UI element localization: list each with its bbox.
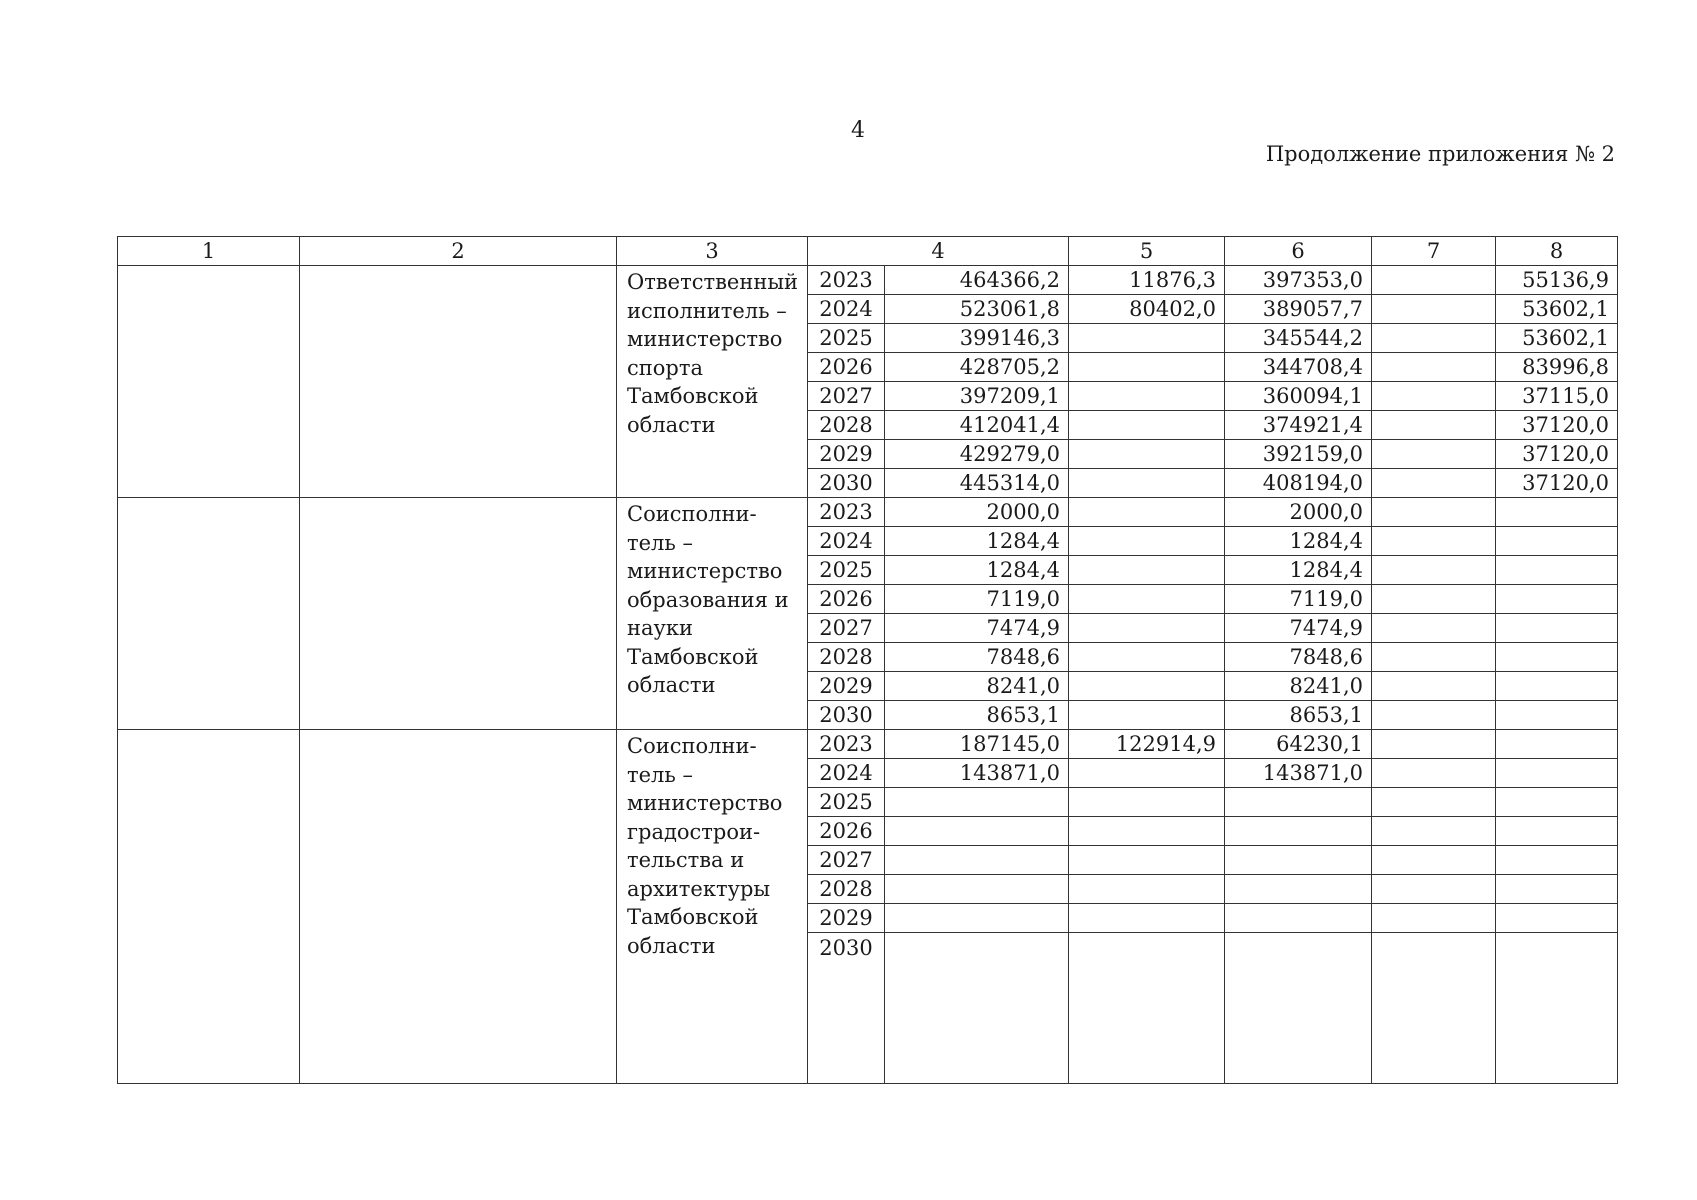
year-cell: 2025 — [808, 324, 885, 353]
group-sports-ministry-organization: Ответственный исполнитель – министерство спорта Тамбовской области — [617, 266, 808, 498]
regional-budget-cell: 344708,4 — [1225, 353, 1372, 382]
local-budget-cell — [1372, 469, 1496, 498]
regional-budget-cell: 374921,4 — [1225, 411, 1372, 440]
regional-budget-cell: 345544,2 — [1225, 324, 1372, 353]
local-budget-cell — [1372, 266, 1496, 295]
year-cell: 2026 — [808, 817, 885, 846]
page-number: 4 — [851, 118, 865, 143]
extrabudgetary-cell — [1496, 701, 1618, 730]
total-amount-cell — [885, 904, 1069, 933]
local-budget-cell — [1372, 846, 1496, 875]
extrabudgetary-cell — [1496, 643, 1618, 672]
extrabudgetary-cell: 37120,0 — [1496, 411, 1618, 440]
regional-budget-cell: 408194,0 — [1225, 469, 1372, 498]
federal-budget-cell — [1069, 411, 1225, 440]
activity-cell — [300, 730, 617, 1084]
local-budget-cell — [1372, 933, 1496, 1084]
column-header: 5 — [1069, 237, 1225, 266]
total-amount-cell: 397209,1 — [885, 382, 1069, 411]
regional-budget-cell — [1225, 788, 1372, 817]
federal-budget-cell — [1069, 788, 1225, 817]
total-amount-cell: 7119,0 — [885, 585, 1069, 614]
federal-budget-cell — [1069, 875, 1225, 904]
appendix-heading: Продолжение приложения № 2 — [1265, 142, 1615, 166]
extrabudgetary-cell — [1496, 672, 1618, 701]
column-header: 7 — [1372, 237, 1496, 266]
total-amount-cell: 143871,0 — [885, 759, 1069, 788]
local-budget-cell — [1372, 295, 1496, 324]
table-row — [118, 498, 1618, 527]
federal-budget-cell: 80402,0 — [1069, 295, 1225, 324]
year-cell: 2029 — [808, 440, 885, 469]
year-cell: 2024 — [808, 295, 885, 324]
federal-budget-cell — [1069, 643, 1225, 672]
federal-budget-cell: 122914,9 — [1069, 730, 1225, 759]
total-amount-cell: 464366,2 — [885, 266, 1069, 295]
federal-budget-cell — [1069, 904, 1225, 933]
federal-budget-cell — [1069, 382, 1225, 411]
year-cell: 2028 — [808, 875, 885, 904]
federal-budget-cell — [1069, 353, 1225, 382]
year-cell: 2029 — [808, 672, 885, 701]
local-budget-cell — [1372, 875, 1496, 904]
local-budget-cell — [1372, 643, 1496, 672]
regional-budget-cell — [1225, 904, 1372, 933]
extrabudgetary-cell — [1496, 498, 1618, 527]
group-education-ministry-organization: Соисполни-тель – министерство образования и науки Тамбовской области — [617, 498, 808, 730]
federal-budget-cell — [1069, 324, 1225, 353]
year-cell: 2029 — [808, 904, 885, 933]
program-name-cell — [118, 498, 300, 730]
local-budget-cell — [1372, 556, 1496, 585]
year-cell: 2030 — [808, 933, 885, 1084]
extrabudgetary-cell — [1496, 730, 1618, 759]
total-amount-cell: 428705,2 — [885, 353, 1069, 382]
total-amount-cell: 399146,3 — [885, 324, 1069, 353]
local-budget-cell — [1372, 498, 1496, 527]
extrabudgetary-cell — [1496, 788, 1618, 817]
extrabudgetary-cell — [1496, 904, 1618, 933]
federal-budget-cell: 11876,3 — [1069, 266, 1225, 295]
extrabudgetary-cell: 53602,1 — [1496, 324, 1618, 353]
regional-budget-cell — [1225, 846, 1372, 875]
total-amount-cell: 2000,0 — [885, 498, 1069, 527]
column-header: 8 — [1496, 237, 1618, 266]
column-header: 3 — [617, 237, 808, 266]
column-header: 2 — [300, 237, 617, 266]
local-budget-cell — [1372, 440, 1496, 469]
year-cell: 2024 — [808, 759, 885, 788]
extrabudgetary-cell — [1496, 556, 1618, 585]
total-amount-cell: 1284,4 — [885, 556, 1069, 585]
total-amount-cell — [885, 933, 1069, 1084]
program-name-cell — [118, 266, 300, 498]
local-budget-cell — [1372, 701, 1496, 730]
year-cell: 2025 — [808, 788, 885, 817]
regional-budget-cell: 64230,1 — [1225, 730, 1372, 759]
year-cell: 2026 — [808, 585, 885, 614]
regional-budget-cell: 360094,1 — [1225, 382, 1372, 411]
federal-budget-cell — [1069, 585, 1225, 614]
local-budget-cell — [1372, 788, 1496, 817]
year-cell: 2023 — [808, 266, 885, 295]
total-amount-cell: 187145,0 — [885, 730, 1069, 759]
activity-cell — [300, 266, 617, 498]
regional-budget-cell — [1225, 875, 1372, 904]
regional-budget-cell: 2000,0 — [1225, 498, 1372, 527]
extrabudgetary-cell — [1496, 585, 1618, 614]
total-amount-cell — [885, 875, 1069, 904]
year-cell: 2030 — [808, 469, 885, 498]
activity-cell — [300, 498, 617, 730]
extrabudgetary-cell — [1496, 875, 1618, 904]
federal-budget-cell — [1069, 440, 1225, 469]
federal-budget-cell — [1069, 817, 1225, 846]
column-header: 4 — [808, 237, 1069, 266]
year-cell: 2023 — [808, 498, 885, 527]
local-budget-cell — [1372, 817, 1496, 846]
federal-budget-cell — [1069, 614, 1225, 643]
group-construction-ministry-organization: Соисполни-тель – министерство градострои-тельства и архитектуры Тамбовской области — [617, 730, 808, 1084]
total-amount-cell: 8653,1 — [885, 701, 1069, 730]
total-amount-cell: 429279,0 — [885, 440, 1069, 469]
regional-budget-cell: 8241,0 — [1225, 672, 1372, 701]
federal-budget-cell — [1069, 556, 1225, 585]
table-row — [118, 266, 1618, 295]
column-header: 1 — [118, 237, 300, 266]
total-amount-cell: 523061,8 — [885, 295, 1069, 324]
table-row — [118, 730, 1618, 759]
extrabudgetary-cell — [1496, 527, 1618, 556]
regional-budget-cell: 392159,0 — [1225, 440, 1372, 469]
total-amount-cell: 1284,4 — [885, 527, 1069, 556]
federal-budget-cell — [1069, 498, 1225, 527]
extrabudgetary-cell — [1496, 614, 1618, 643]
extrabudgetary-cell: 37115,0 — [1496, 382, 1618, 411]
regional-budget-cell: 7119,0 — [1225, 585, 1372, 614]
federal-budget-cell — [1069, 759, 1225, 788]
budget-table — [117, 236, 1618, 1084]
total-amount-cell — [885, 817, 1069, 846]
local-budget-cell — [1372, 382, 1496, 411]
total-amount-cell: 412041,4 — [885, 411, 1069, 440]
extrabudgetary-cell — [1496, 759, 1618, 788]
regional-budget-cell: 7474,9 — [1225, 614, 1372, 643]
local-budget-cell — [1372, 411, 1496, 440]
federal-budget-cell — [1069, 933, 1225, 1084]
regional-budget-cell: 397353,0 — [1225, 266, 1372, 295]
federal-budget-cell — [1069, 527, 1225, 556]
year-cell: 2028 — [808, 643, 885, 672]
year-cell: 2027 — [808, 382, 885, 411]
extrabudgetary-cell: 53602,1 — [1496, 295, 1618, 324]
total-amount-cell — [885, 788, 1069, 817]
column-number-row — [118, 237, 1618, 266]
local-budget-cell — [1372, 324, 1496, 353]
year-cell: 2027 — [808, 846, 885, 875]
regional-budget-cell: 143871,0 — [1225, 759, 1372, 788]
total-amount-cell — [885, 846, 1069, 875]
regional-budget-cell: 7848,6 — [1225, 643, 1372, 672]
regional-budget-cell: 8653,1 — [1225, 701, 1372, 730]
extrabudgetary-cell — [1496, 846, 1618, 875]
regional-budget-cell — [1225, 933, 1372, 1084]
year-cell: 2030 — [808, 701, 885, 730]
year-cell: 2026 — [808, 353, 885, 382]
local-budget-cell — [1372, 904, 1496, 933]
extrabudgetary-cell: 37120,0 — [1496, 469, 1618, 498]
total-amount-cell: 8241,0 — [885, 672, 1069, 701]
extrabudgetary-cell — [1496, 933, 1618, 1084]
local-budget-cell — [1372, 585, 1496, 614]
column-header: 6 — [1225, 237, 1372, 266]
year-cell: 2025 — [808, 556, 885, 585]
federal-budget-cell — [1069, 672, 1225, 701]
total-amount-cell: 7848,6 — [885, 643, 1069, 672]
federal-budget-cell — [1069, 846, 1225, 875]
extrabudgetary-cell: 37120,0 — [1496, 440, 1618, 469]
regional-budget-cell: 389057,7 — [1225, 295, 1372, 324]
year-cell: 2024 — [808, 527, 885, 556]
federal-budget-cell — [1069, 701, 1225, 730]
total-amount-cell: 7474,9 — [885, 614, 1069, 643]
extrabudgetary-cell: 83996,8 — [1496, 353, 1618, 382]
regional-budget-cell: 1284,4 — [1225, 556, 1372, 585]
local-budget-cell — [1372, 527, 1496, 556]
regional-budget-cell — [1225, 817, 1372, 846]
total-amount-cell: 445314,0 — [885, 469, 1069, 498]
program-name-cell — [118, 730, 300, 1084]
local-budget-cell — [1372, 730, 1496, 759]
year-cell: 2027 — [808, 614, 885, 643]
federal-budget-cell — [1069, 469, 1225, 498]
extrabudgetary-cell — [1496, 817, 1618, 846]
year-cell: 2023 — [808, 730, 885, 759]
extrabudgetary-cell: 55136,9 — [1496, 266, 1618, 295]
local-budget-cell — [1372, 759, 1496, 788]
local-budget-cell — [1372, 614, 1496, 643]
year-cell: 2028 — [808, 411, 885, 440]
local-budget-cell — [1372, 353, 1496, 382]
regional-budget-cell: 1284,4 — [1225, 527, 1372, 556]
local-budget-cell — [1372, 672, 1496, 701]
